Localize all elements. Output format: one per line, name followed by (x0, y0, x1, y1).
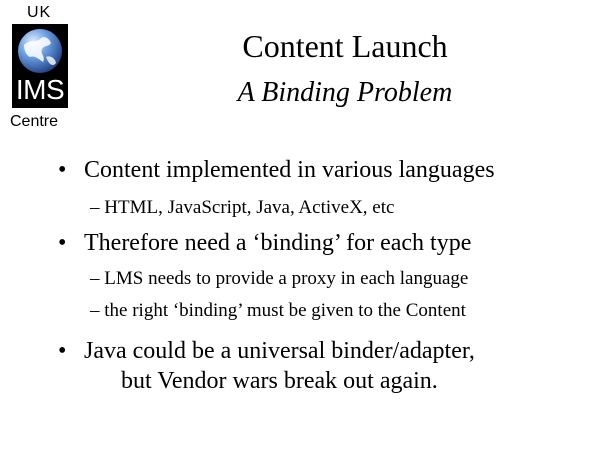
bullet-symbol: • (58, 338, 67, 364)
bullet-text: Therefore need a ‘binding’ for each type (84, 230, 472, 256)
slide-title: Content Launch (242, 28, 448, 64)
bullet-item (58, 228, 471, 258)
logo-centre-text: Centre (10, 113, 59, 130)
bullet-text: Content implemented in various languages (84, 157, 495, 183)
bullet-symbol: • (58, 230, 67, 256)
slide-subtitle: A Binding Problem (237, 77, 453, 108)
bullet-item (58, 336, 475, 366)
sub-bullet-item: – the right ‘binding’ must be given to the Content (90, 300, 466, 321)
bullet-continuation: but Vendor wars break out again. (121, 368, 438, 394)
logo-ims-text: IMS (15, 74, 65, 105)
bullet-text: Java could be a universal binder/adapter, (84, 338, 475, 364)
bullet-item (58, 155, 495, 185)
bullet-symbol: • (58, 157, 67, 183)
logo-uk-text: UK (27, 4, 52, 21)
sub-bullet-item: – HTML, JavaScript, Java, ActiveX, etc (90, 197, 395, 218)
sub-bullet-item: – LMS needs to provide a proxy in each language (90, 268, 469, 289)
